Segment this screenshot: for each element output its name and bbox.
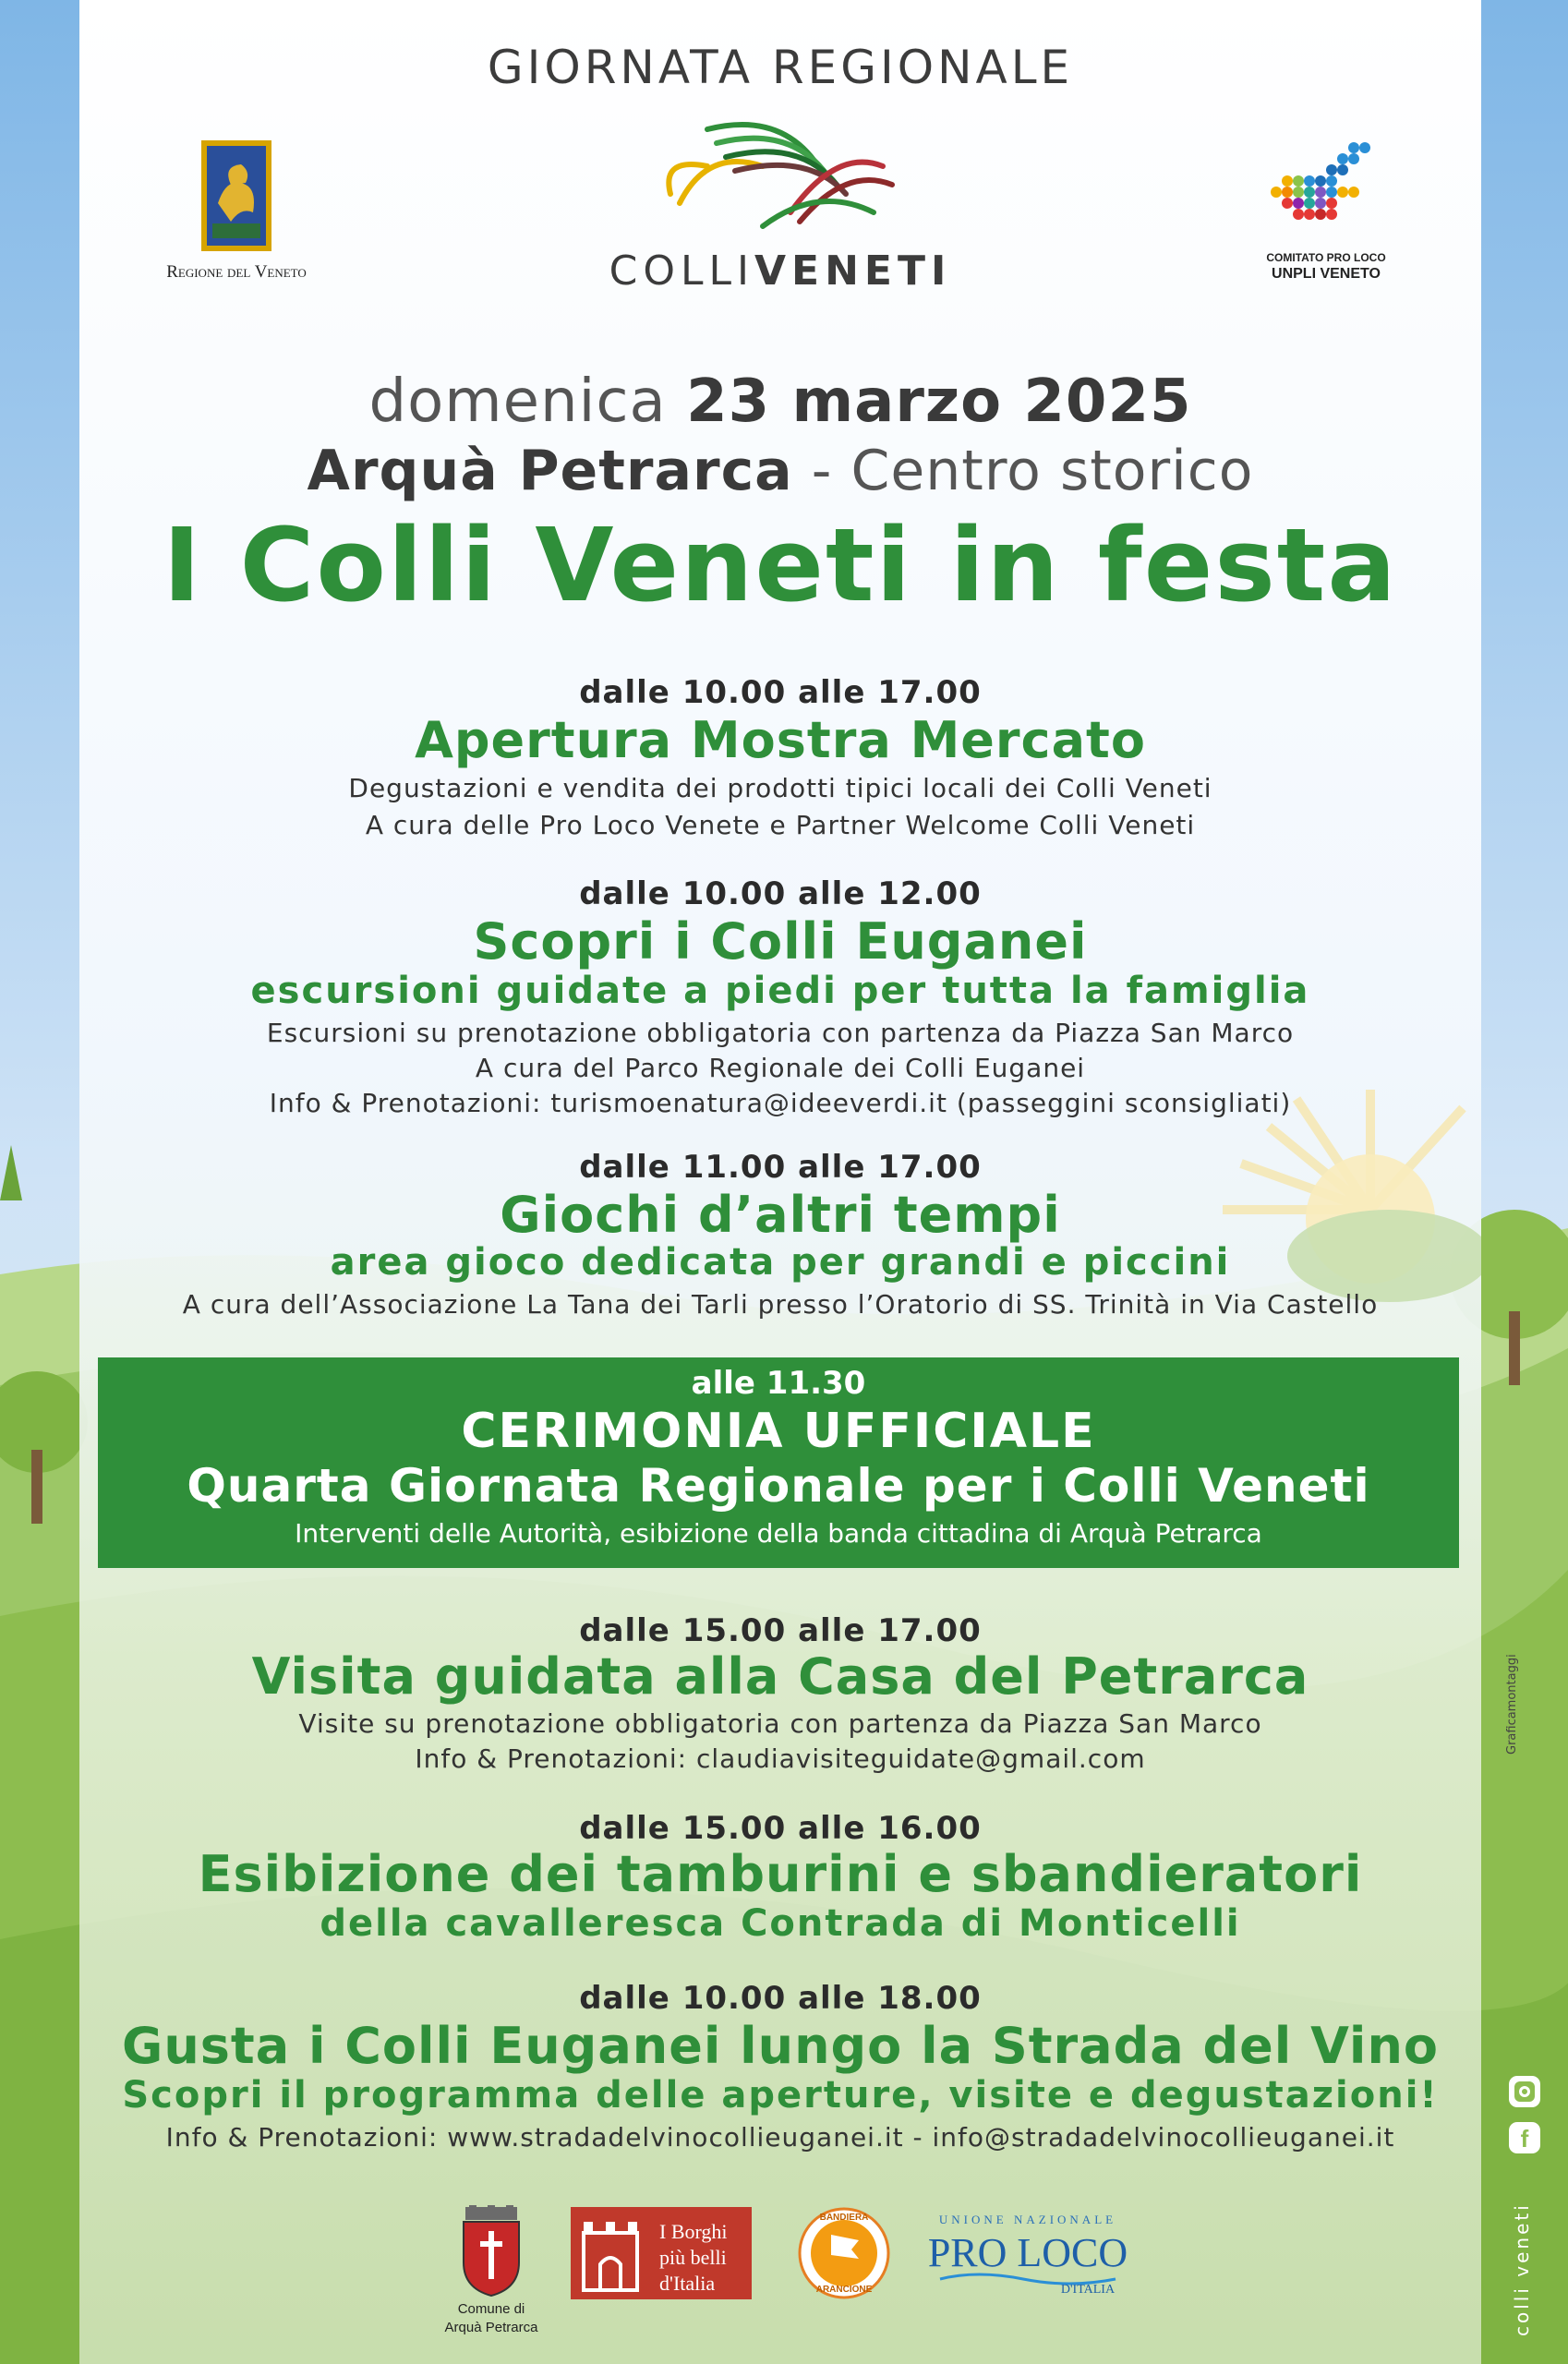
event-area: - Centro storico: [811, 439, 1254, 503]
event-3-desc-1: A cura dell’Associazione La Tana dei Tarli presso l’Oratorio di SS. Trinità in Via Castello: [182, 1289, 1379, 1320]
event-town: Arquà Petrarca: [307, 439, 793, 503]
event-6-subtitle: della cavalleresca Contrada di Monticelli: [320, 1902, 1241, 1945]
bandiera-text-top: BANDIERA: [819, 2213, 869, 2223]
event-2-desc-3: Info & Prenotazioni: turismoenatura@ideeverdi.it (passeggini sconsigliati): [269, 1088, 1292, 1118]
borghi-text-2: più belli: [659, 2246, 727, 2269]
event-1-title: Apertura Mostra Mercato: [415, 711, 1146, 769]
event-5-title: Visita guidata alla Casa del Petrarca: [251, 1647, 1309, 1706]
dots-logo-icon: [1271, 139, 1381, 249]
colli-veneti-logo: [652, 111, 911, 240]
event-7-title: Gusta i Colli Euganei lungo la Strada del Vino: [122, 2017, 1439, 2075]
right-side-strip: [1481, 0, 1568, 2364]
unpli-label-line2: UNPLI VENETO: [1272, 266, 1381, 282]
pro-loco-italia-logo: [922, 2213, 1134, 2301]
event-2-title: Scopri i Colli Euganei: [473, 912, 1088, 971]
event-7-desc-1: Info & Prenotazioni: www.stradadelvinocollieuganei.it - info@stradadelvinocollieuganei.it: [165, 2122, 1395, 2153]
ceremony-desc: Interventi delle Autorità, esibizione della banda cittadina di Arquà Petrarca: [295, 1518, 1262, 1549]
bandiera-text-bottom: ARANCIONE: [815, 2285, 873, 2295]
event-1-desc-1: Degustazioni e vendita dei prodotti tipici locali dei Colli Veneti: [348, 773, 1212, 803]
poster-panel: [79, 0, 1481, 2364]
event-series-title: GIORNATA REGIONALE: [487, 41, 1074, 94]
brand-bold: VENETI: [754, 247, 952, 295]
ceremony-title: CERIMONIA UFFICIALE: [461, 1404, 1096, 1459]
ceremony-subtitle: Quarta Giornata Regionale per i Colli Veneti: [187, 1459, 1370, 1513]
facebook-icon[interactable]: f: [1509, 2122, 1540, 2153]
event-place: [79, 439, 1481, 503]
event-5-desc-1: Visite su prenotazione obbligatoria con partenza da Piazza San Marco: [298, 1708, 1262, 1739]
proloco-main-text: PRO LOCO: [927, 2230, 1128, 2275]
ceremony-time: alle 11.30: [691, 1365, 866, 1402]
event-7-subtitle: Scopri il programma delle aperture, visite e degustazioni!: [122, 2074, 1439, 2117]
credit-text: Graficamontaggi: [1505, 1654, 1519, 1755]
event-3-time: dalle 11.00 alle 17.00: [579, 1149, 982, 1186]
regione-veneto-label: Regione del Veneto: [166, 262, 307, 282]
event-3-subtitle: area gioco dedicata per grandi e piccini: [330, 1241, 1231, 1284]
borghi-italia-logo: [571, 2207, 752, 2299]
instagram-icon[interactable]: [1509, 2076, 1540, 2107]
castle-icon: [571, 2207, 650, 2299]
brand-light: COLLI: [609, 247, 754, 295]
borghi-text-1: I Borghi: [659, 2220, 728, 2243]
event-2-time: dalle 10.00 alle 12.00: [579, 875, 982, 912]
event-3-title: Giochi d’altri tempi: [500, 1186, 1061, 1244]
regione-veneto-logo: [199, 139, 273, 253]
unpli-label-line1: COMITATO PRO LOCO: [1266, 251, 1386, 264]
main-title: I Colli Veneti in festa: [163, 506, 1398, 624]
bandiera-arancione-logo: [798, 2207, 890, 2299]
comune-label-line2: Arquà Petrarca: [444, 2320, 538, 2335]
proloco-top-text: UNIONE NAZIONALE: [938, 2213, 1117, 2226]
event-5-desc-2: Info & Prenotazioni: claudiavisiteguidate@gmail.com: [415, 1743, 1146, 1774]
coat-of-arms-icon: [458, 2205, 525, 2298]
event-5-time: dalle 15.00 alle 17.00: [579, 1612, 982, 1649]
lion-shield-icon: [199, 139, 273, 253]
event-2-desc-1: Escursioni su prenotazione obbligatoria con partenza da Piazza San Marco: [266, 1018, 1295, 1048]
event-2-desc-2: A cura del Parco Regionale dei Colli Euganei: [475, 1053, 1086, 1083]
event-2-subtitle: escursioni guidate a piedi per tutta la famiglia: [250, 970, 1310, 1012]
ceremony-box: [98, 1357, 1459, 1568]
event-1-desc-2: A cura delle Pro Loco Venete e Partner Welcome Colli Veneti: [365, 810, 1196, 840]
comune-arqua-logo: [458, 2205, 525, 2298]
borghi-text-3: d'Italia: [659, 2272, 716, 2295]
event-7-time: dalle 10.00 alle 18.00: [579, 1980, 982, 2017]
event-1-time: dalle 10.00 alle 17.00: [579, 674, 982, 711]
proloco-bottom-text: D'ITALIA: [1060, 2283, 1116, 2297]
social-label: colli veneti: [1511, 2202, 1533, 2336]
unpli-veneto-logo: [1271, 139, 1381, 249]
comune-label-line1: Comune di: [457, 2301, 525, 2317]
event-6-title: Esibizione dei tamburini e sbandieratori: [198, 1845, 1363, 1903]
event-6-time: dalle 15.00 alle 16.00: [579, 1810, 982, 1847]
event-day: domenica: [368, 368, 667, 436]
event-date-value: 23 marzo 2025: [686, 368, 1192, 436]
event-date: [79, 368, 1481, 436]
